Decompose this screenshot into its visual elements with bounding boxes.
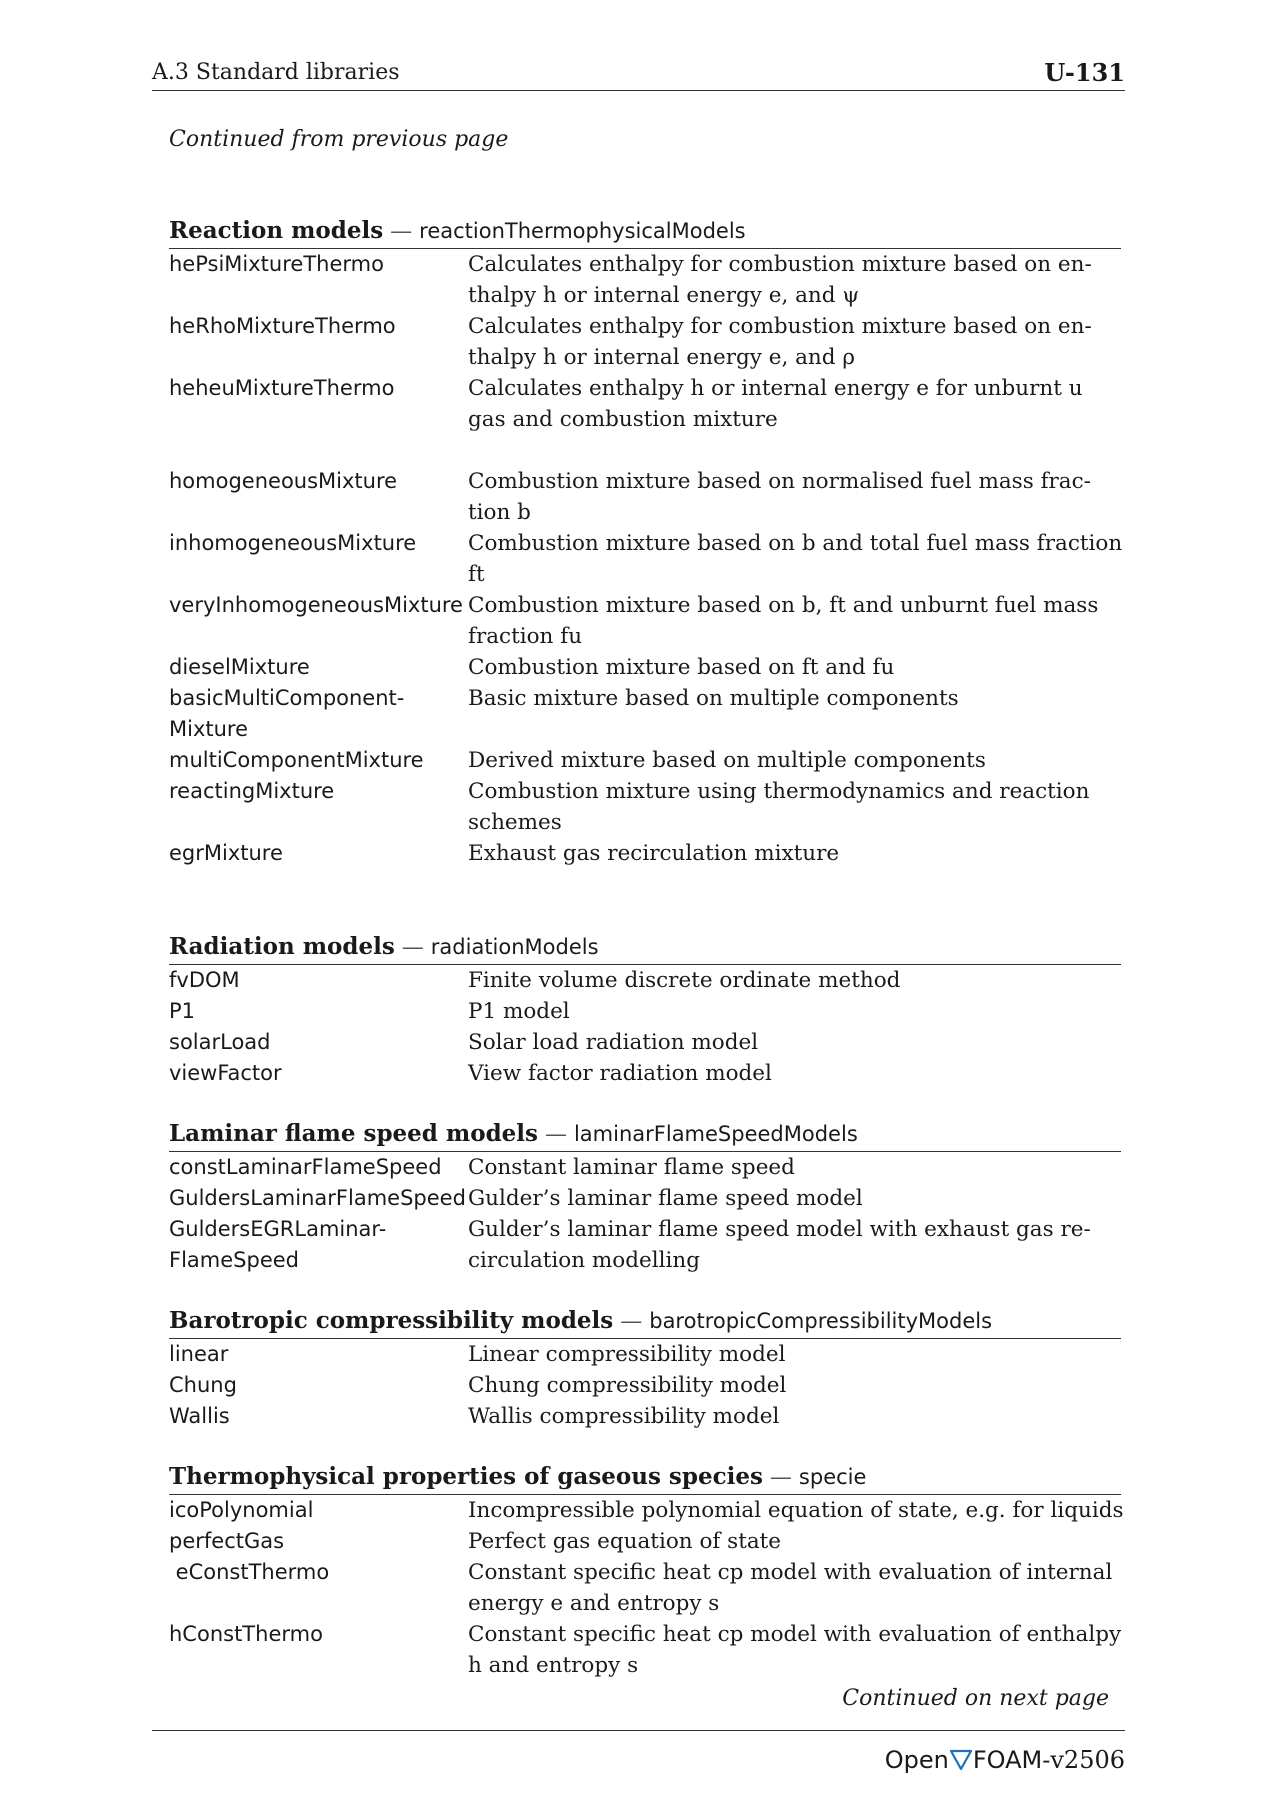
table-row: perfectGas Perfect gas equation of state bbox=[169, 1529, 782, 1554]
footer-brand: Open FOAM -v2506 bbox=[884, 1746, 1125, 1774]
section-reaction-models bbox=[169, 214, 1121, 869]
table-row: eConstThermo Constant specific heat cp model with evaluation of internal energy e and entropy s bbox=[169, 1560, 1113, 1616]
section-gaseous-species bbox=[169, 1460, 1124, 1681]
table-row: hePsiMixtureThermo Calculates enthalpy for combustion mixture based on en- thalpy h or internal energy e, and ψ bbox=[169, 252, 1092, 308]
table-row: homogeneousMixture Combustion mixture based on normalised fuel mass frac- tion b bbox=[169, 469, 1091, 525]
table-row: dieselMixture Combustion mixture based on ft and fu bbox=[169, 655, 895, 680]
table-row: Chung Chung compressibility model bbox=[169, 1373, 787, 1398]
table-row: multiComponentMixture Derived mixture based on multiple components bbox=[169, 748, 986, 773]
table-row: egrMixture Exhaust gas recirculation mixture bbox=[169, 841, 840, 866]
footer-rule bbox=[152, 1730, 1125, 1731]
table-row: inhomogeneousMixture Combustion mixture based on b and total fuel mass fraction ft bbox=[169, 531, 1123, 587]
section-barotropic-compressibility-models bbox=[169, 1304, 1121, 1432]
header-section-title: A.3 Standard libraries bbox=[152, 60, 400, 85]
section-title: Barotropic compressibility models — barotropicCompressibilityModels bbox=[169, 1304, 1121, 1339]
table-row: heheuMixtureThermo Calculates enthalpy h or internal energy e for unburnt u gas and combustion mixture bbox=[169, 376, 1083, 432]
running-header bbox=[152, 54, 1125, 91]
section-title: Thermophysical properties of gaseous species — specie bbox=[169, 1460, 1121, 1495]
section-title: Radiation models — radiationModels bbox=[169, 930, 1121, 965]
table-row: reactingMixture Combustion mixture using thermodynamics and reaction schemes bbox=[169, 779, 1090, 835]
table-row: viewFactor View factor radiation model bbox=[169, 1061, 772, 1086]
nabla-icon bbox=[950, 1749, 972, 1771]
table-row: solarLoad Solar load radiation model bbox=[169, 1030, 759, 1055]
header-page-number: U-131 bbox=[1044, 58, 1125, 87]
table-row: heRhoMixtureThermo Calculates enthalpy for combustion mixture based on en- thalpy h or internal energy e, and ρ bbox=[169, 314, 1092, 370]
section-title: Reaction models — reactionThermophysicalModels bbox=[169, 214, 1121, 249]
table-row: veryInhomogeneousMixture Combustion mixture based on b, ft and unburnt fuel mass fraction fu bbox=[169, 593, 1099, 649]
table-row: linear Linear compressibility model bbox=[169, 1342, 786, 1367]
table-row: constLaminarFlameSpeed Constant laminar flame speed bbox=[169, 1155, 795, 1180]
table-row: GuldersEGRLaminar- FlameSpeed Gulder’s laminar flame speed model with exhaust gas re- circulation modelling bbox=[169, 1217, 1091, 1273]
table-row: hConstThermo Constant specific heat cp model with evaluation of enthalpy h and entropy s bbox=[169, 1622, 1122, 1678]
table-row: GuldersLaminarFlameSpeed Gulder’s laminar flame speed model bbox=[169, 1186, 863, 1211]
continued-from-previous: Continued from previous page bbox=[169, 127, 509, 152]
continued-on-next: Continued on next page bbox=[842, 1686, 1109, 1711]
table-row: P1 P1 model bbox=[169, 999, 570, 1024]
table-row: fvDOM Finite volume discrete ordinate method bbox=[169, 968, 901, 993]
table-row: Wallis Wallis compressibility model bbox=[169, 1404, 780, 1429]
section-title: Laminar flame speed models — laminarFlameSpeedModels bbox=[169, 1117, 1121, 1152]
table-row: basicMultiComponent- Mixture Basic mixture based on multiple components bbox=[169, 686, 959, 741]
table-row: icoPolynomial Incompressible polynomial equation of state, e.g. for liquids bbox=[169, 1498, 1124, 1523]
section-laminar-flame-speed-models bbox=[169, 1117, 1121, 1276]
section-radiation-models bbox=[169, 930, 1121, 1089]
